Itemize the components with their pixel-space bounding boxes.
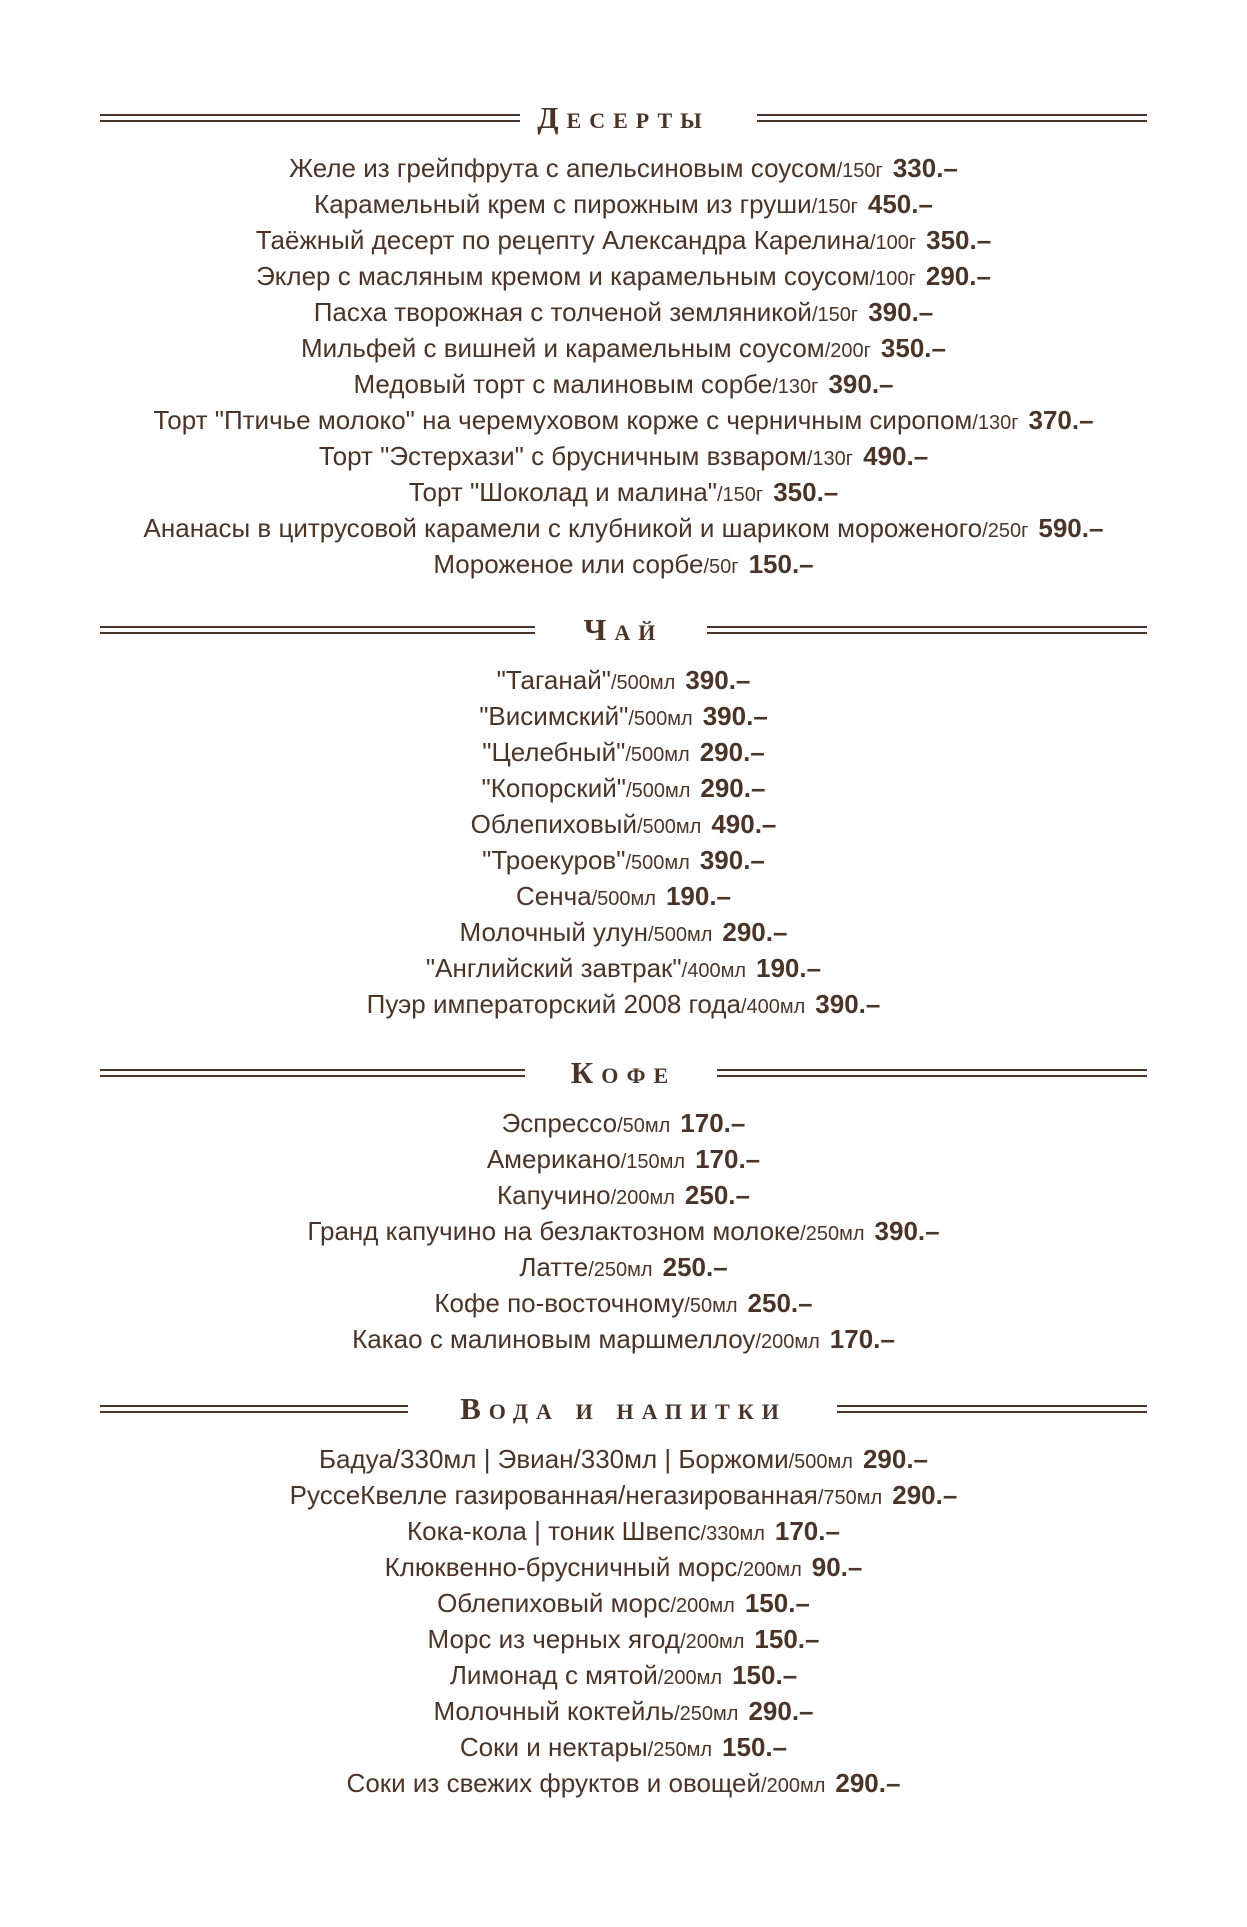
- item-name: Сенча: [515, 881, 592, 911]
- menu-list: [0, 1105, 1247, 1357]
- menu-item: [0, 1765, 1247, 1801]
- item-name: Торт "Эстерхази" с брусничным взваром: [318, 441, 807, 471]
- item-quantity: /200мл: [761, 1775, 826, 1797]
- item-name: Торт "Шоколад и малина": [408, 477, 717, 507]
- item-quantity: /400мл: [740, 996, 806, 1018]
- divider-rule: [100, 114, 520, 122]
- menu-item: [0, 1621, 1247, 1657]
- menu-item: [0, 842, 1247, 878]
- section-tea: [0, 608, 1247, 1022]
- item-price: 290.–: [925, 261, 991, 291]
- menu-item: [0, 914, 1247, 950]
- menu-item: [0, 1513, 1247, 1549]
- divider-rule: [100, 1069, 525, 1077]
- item-price: 170.–: [680, 1108, 746, 1138]
- item-name: Лимонад с мятой: [449, 1660, 658, 1690]
- item-price: 150.–: [732, 1660, 798, 1690]
- item-quantity: /130г: [972, 412, 1019, 434]
- item-price: 190.–: [665, 881, 732, 911]
- item-name: Кока-кола | тоник Швепс: [407, 1516, 701, 1546]
- item-name: Медовый торт с малиновым сорбе: [353, 369, 773, 399]
- item-name: Молочный коктейль: [433, 1696, 675, 1726]
- item-price: 250.–: [747, 1288, 813, 1318]
- menu-item: [0, 1285, 1247, 1321]
- item-price: 390.–: [874, 1216, 940, 1246]
- item-quantity: /100г: [869, 268, 916, 290]
- menu-item: [0, 510, 1247, 546]
- item-quantity: /750мл: [817, 1487, 883, 1509]
- item-price: 350.–: [880, 333, 946, 363]
- item-price: 490.–: [711, 809, 777, 839]
- divider-rule: [757, 114, 1147, 122]
- item-price: 290.–: [748, 1696, 814, 1726]
- menu-item: [0, 1693, 1247, 1729]
- item-quantity: /500мл: [625, 744, 690, 766]
- item-quantity: /250мл: [647, 1739, 713, 1761]
- item-price: 290.–: [862, 1444, 929, 1474]
- item-name: Морс из черных ягод: [427, 1624, 681, 1654]
- item-quantity: /50г: [703, 556, 739, 578]
- item-quantity: /500мл: [788, 1451, 853, 1473]
- divider-rule: [100, 626, 535, 634]
- item-name: Соки из свежих фруктов и овощей: [346, 1768, 762, 1798]
- item-quantity: /500мл: [610, 672, 676, 694]
- item-price: 490.–: [863, 441, 929, 471]
- item-name: Эклер с масляным кремом и карамельным соусом: [256, 261, 870, 291]
- item-name: Капучино: [496, 1180, 611, 1210]
- item-name: Кофе по-восточному: [434, 1288, 685, 1318]
- item-name: "Троекуров": [482, 845, 626, 875]
- divider-rule: [100, 1405, 408, 1413]
- menu-item: [0, 366, 1247, 402]
- section-title: Кофе: [565, 1055, 682, 1091]
- section-title: Десерты: [531, 100, 716, 136]
- item-name: "Висимский": [479, 701, 629, 731]
- item-name: Карамельный крем с пирожным из груши: [314, 189, 812, 219]
- item-price: 290.–: [835, 1768, 901, 1798]
- item-name: Бадуа/330мл | Эвиан/330мл | Боржоми: [318, 1444, 789, 1474]
- menu-item: [0, 1657, 1247, 1693]
- menu-item: [0, 330, 1247, 366]
- item-price: 150.–: [754, 1624, 820, 1654]
- item-name: Таёжный десерт по рецепту Александра Карелина: [255, 225, 870, 255]
- item-name: Латте: [519, 1252, 589, 1282]
- item-price: 590.–: [1038, 513, 1104, 543]
- item-price: 250.–: [662, 1252, 728, 1282]
- divider-rule: [837, 1405, 1147, 1413]
- divider-rule: [707, 626, 1147, 634]
- divider-rule: [717, 1069, 1147, 1077]
- item-name: Какао с малиновым маршмеллоу: [352, 1324, 756, 1354]
- item-name: РуссеКвелле газированная/негазированная: [289, 1480, 818, 1510]
- item-name: Молочный улун: [459, 917, 649, 947]
- menu-item: [0, 986, 1247, 1022]
- item-quantity: /200г: [824, 340, 871, 362]
- item-quantity: /150г: [811, 304, 859, 326]
- item-name: Соки и нектары: [459, 1732, 648, 1762]
- item-price: 190.–: [756, 953, 822, 983]
- item-price: 150.–: [748, 549, 814, 579]
- menu-item: [0, 474, 1247, 510]
- item-name: Пуэр императорский 2008 года: [366, 989, 741, 1019]
- menu-item: [0, 950, 1247, 986]
- item-quantity: /50мл: [684, 1295, 738, 1317]
- item-quantity: /200мл: [657, 1667, 723, 1689]
- menu-item: [0, 1213, 1247, 1249]
- item-quantity: /200мл: [610, 1187, 675, 1209]
- item-name: "Таганай": [496, 665, 611, 695]
- menu-item: [0, 546, 1247, 582]
- item-quantity: /130г: [772, 376, 819, 398]
- item-price: 390.–: [815, 989, 881, 1019]
- section-header: [0, 608, 1247, 652]
- item-quantity: /500мл: [636, 816, 702, 838]
- item-quantity: /200мл: [737, 1559, 802, 1581]
- item-name: Мильфей с вишней и карамельным соусом: [301, 333, 825, 363]
- item-price: 290.–: [699, 737, 765, 767]
- item-quantity: /500мл: [625, 852, 690, 874]
- item-price: 90.–: [811, 1552, 863, 1582]
- item-price: 350.–: [926, 225, 992, 255]
- section-coffee: [0, 1051, 1247, 1357]
- menu-item: [0, 1141, 1247, 1177]
- item-price: 290.–: [892, 1480, 958, 1510]
- item-quantity: /250мл: [588, 1259, 653, 1281]
- menu-item: [0, 662, 1247, 698]
- menu-item: [0, 186, 1247, 222]
- item-name: Гранд капучино на безлактозном молоке: [307, 1216, 801, 1246]
- item-name: Облепиховый морс: [437, 1588, 671, 1618]
- item-name: "Целебный": [482, 737, 626, 767]
- menu-item: [0, 402, 1247, 438]
- item-quantity: /50мл: [617, 1115, 671, 1137]
- menu-list: [0, 1441, 1247, 1801]
- item-price: 390.–: [828, 369, 894, 399]
- menu-item: [0, 1729, 1247, 1765]
- item-name: Американо: [486, 1144, 621, 1174]
- item-price: 290.–: [700, 773, 766, 803]
- menu-item: [0, 878, 1247, 914]
- menu-item: [0, 1477, 1247, 1513]
- section-title: Вода и напитки: [454, 1391, 793, 1427]
- item-price: 390.–: [868, 297, 934, 327]
- menu-item: [0, 734, 1247, 770]
- section-drinks: [0, 1387, 1247, 1801]
- item-price: 170.–: [829, 1324, 895, 1354]
- menu-item: [0, 806, 1247, 842]
- item-price: 450.–: [867, 189, 933, 219]
- menu-item: [0, 258, 1247, 294]
- item-price: 390.–: [699, 845, 765, 875]
- item-price: 170.–: [774, 1516, 840, 1546]
- item-price: 350.–: [773, 477, 839, 507]
- section-header: [0, 1387, 1247, 1431]
- menu-list: [0, 662, 1247, 1022]
- item-quantity: /500мл: [626, 780, 691, 802]
- item-quantity: /200мл: [755, 1331, 820, 1353]
- item-name: Торт "Птичье молоко" на черемуховом корже с черничным сиропом: [153, 405, 973, 435]
- menu-item: [0, 222, 1247, 258]
- item-price: 390.–: [685, 665, 751, 695]
- item-quantity: /100г: [869, 232, 917, 254]
- menu-item: [0, 1441, 1247, 1477]
- item-quantity: /150г: [811, 196, 858, 218]
- section-header: [0, 96, 1247, 140]
- menu-item: [0, 1105, 1247, 1141]
- item-price: 150.–: [722, 1732, 788, 1762]
- section-desserts: [0, 96, 1247, 582]
- item-quantity: /500мл: [648, 924, 713, 946]
- item-quantity: /330мл: [700, 1523, 765, 1545]
- item-quantity: /500мл: [628, 708, 693, 730]
- item-name: "Копорский": [481, 773, 627, 803]
- item-quantity: /130г: [806, 448, 854, 470]
- menu-item: [0, 1249, 1247, 1285]
- item-quantity: /250г: [982, 520, 1029, 542]
- menu-item: [0, 1177, 1247, 1213]
- menu-item: [0, 294, 1247, 330]
- item-price: 370.–: [1028, 405, 1094, 435]
- item-name: Эспрессо: [501, 1108, 618, 1138]
- item-quantity: /200мл: [670, 1595, 735, 1617]
- menu-item: [0, 698, 1247, 734]
- item-quantity: /250мл: [674, 1703, 739, 1725]
- item-quantity: /150г: [716, 484, 764, 506]
- section-title: Чай: [578, 612, 670, 648]
- menu-item: [0, 150, 1247, 186]
- item-name: Ананасы в цитрусовой карамели с клубникой и шариком мороженого: [143, 513, 983, 543]
- item-quantity: /250мл: [800, 1223, 865, 1245]
- menu-list: [0, 150, 1247, 582]
- item-quantity: /150мл: [620, 1151, 686, 1173]
- item-name: Мороженое или сорбе: [433, 549, 704, 579]
- item-quantity: /200мл: [680, 1631, 745, 1653]
- item-quantity: /400мл: [681, 960, 747, 982]
- menu-item: [0, 1585, 1247, 1621]
- item-quantity: /150г: [836, 160, 883, 182]
- item-name: Желе из грейпфрута с апельсиновым соусом: [289, 153, 837, 183]
- menu-item: [0, 1321, 1247, 1357]
- item-price: 150.–: [744, 1588, 810, 1618]
- menu-item: [0, 438, 1247, 474]
- item-quantity: /500мл: [591, 888, 656, 910]
- item-name: "Английский завтрак": [425, 953, 682, 983]
- item-price: 170.–: [695, 1144, 761, 1174]
- item-name: Пасха творожная с толченой земляникой: [313, 297, 812, 327]
- item-name: Облепиховый: [470, 809, 637, 839]
- item-price: 390.–: [702, 701, 768, 731]
- item-price: 250.–: [684, 1180, 750, 1210]
- item-price: 330.–: [892, 153, 958, 183]
- item-name: Клюквенно-брусничный морс: [384, 1552, 738, 1582]
- menu-item: [0, 1549, 1247, 1585]
- item-price: 290.–: [722, 917, 788, 947]
- section-header: [0, 1051, 1247, 1095]
- menu-item: [0, 770, 1247, 806]
